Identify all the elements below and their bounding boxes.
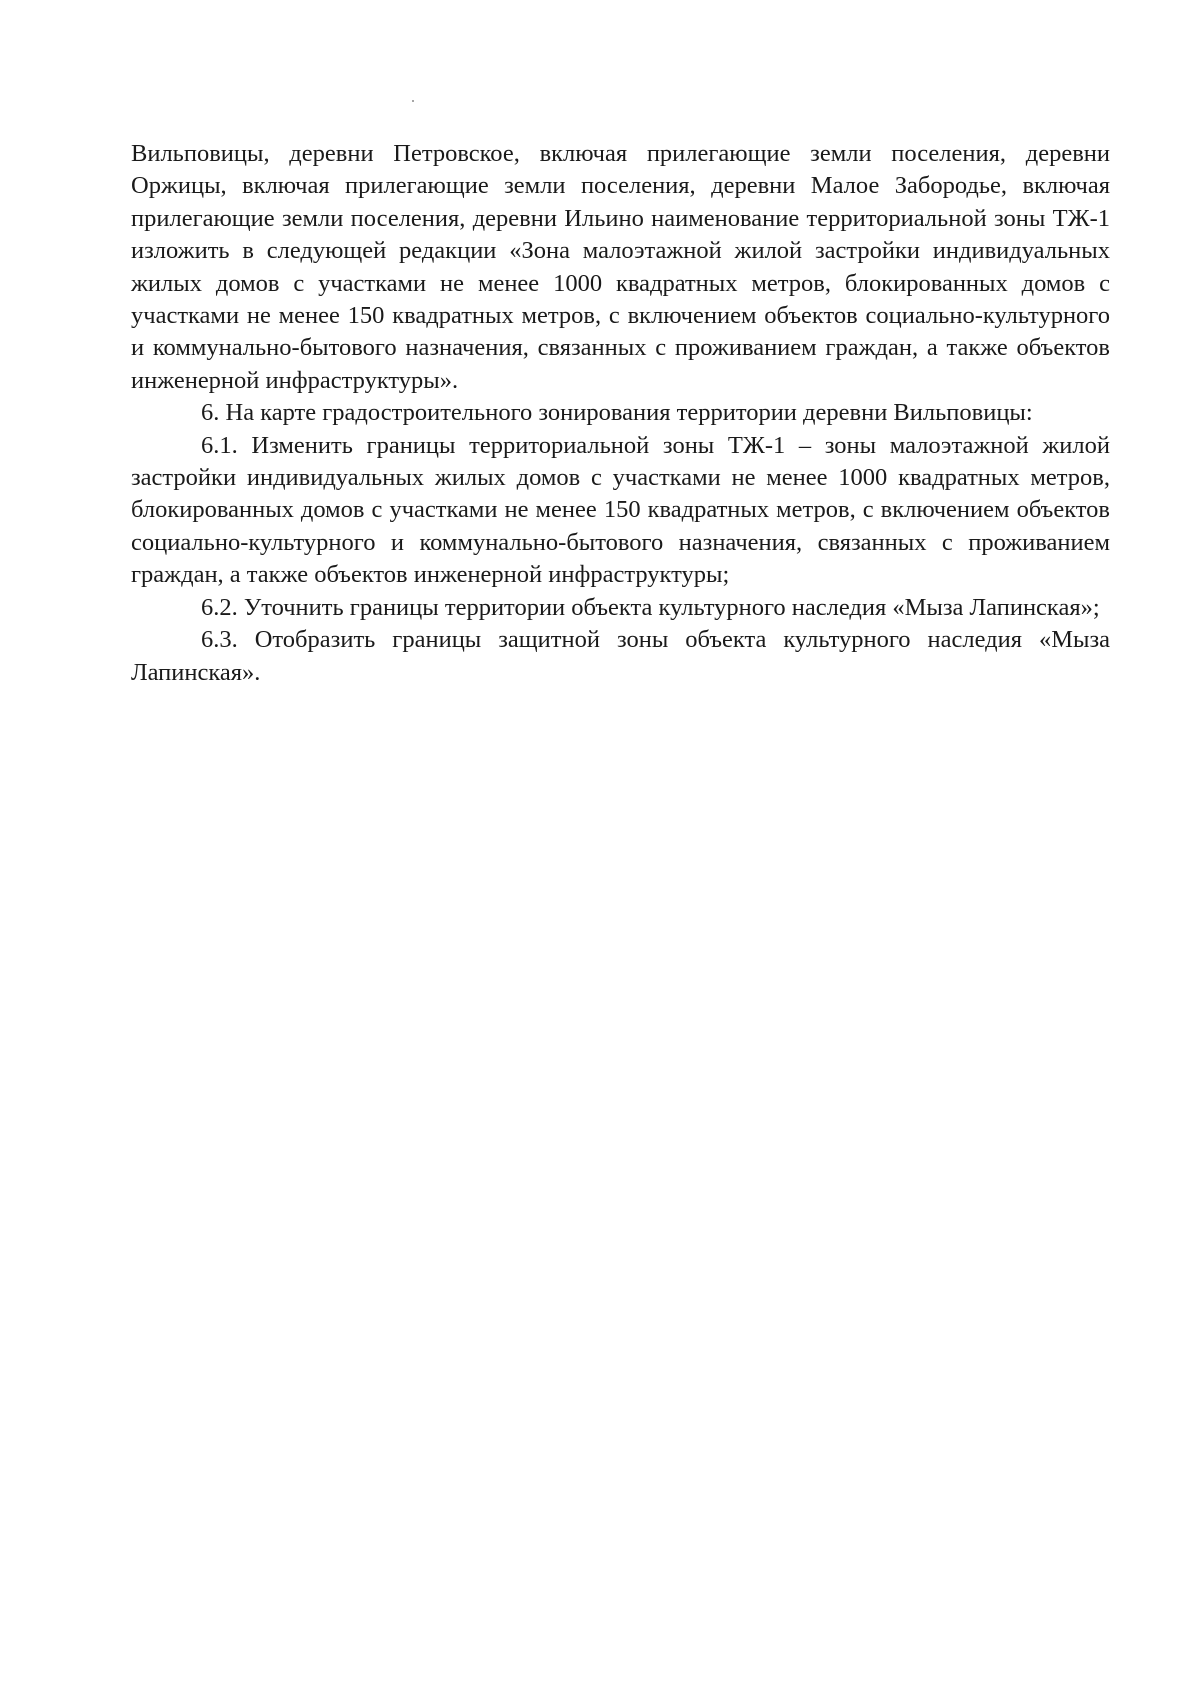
paragraph-zone-name-amendment: Вильповицы, деревни Петровское, включая прилегающие земли поселения, деревни Оржицы, включая прилегающие земли поселения, деревни Малое Забородье, включая прилегающие земли поселения, деревни Ильино наименование территориальной зоны ТЖ-1 изложить в следующей редакции «Зона малоэтажной жилой застройки индивидуальных жилых домов с участками не менее 1000 квадратных метров, блокированных домов с участками не менее 150 квадратных метров, с включением объектов социально-культурного и коммунально-бытового назначения, связанных с проживанием граждан, а также объектов инженерной инфраструктуры».: [131, 140, 1110, 394]
paragraph-item-6-3: 6.3. Отобразить границы защитной зоны объекта культурного наследия «Мыза Лапинская».: [131, 626, 1110, 686]
paragraph-item-6-1: 6.1. Изменить границы территориальной зоны ТЖ-1 – зоны малоэтажной жилой застройки индивидуальных жилых домов с участками не менее 1000 квадратных метров, блокированных домов с участками не менее 150 квадратных метров, с включением объектов социально-культурного и коммунально-бытового назначения, связанных с проживанием граждан, а также объектов инженерной инфраструктуры;: [131, 431, 1110, 589]
scan-artifact-dot: [412, 100, 414, 102]
paragraph-item-6: 6. На карте градостроительного зонирования территории деревни Вильповицы:: [201, 399, 1033, 427]
document-body: [131, 138, 1110, 689]
paragraph-item-6-2: 6.2. Уточнить границы территории объекта культурного наследия «Мыза Лапинская»;: [201, 593, 1100, 621]
